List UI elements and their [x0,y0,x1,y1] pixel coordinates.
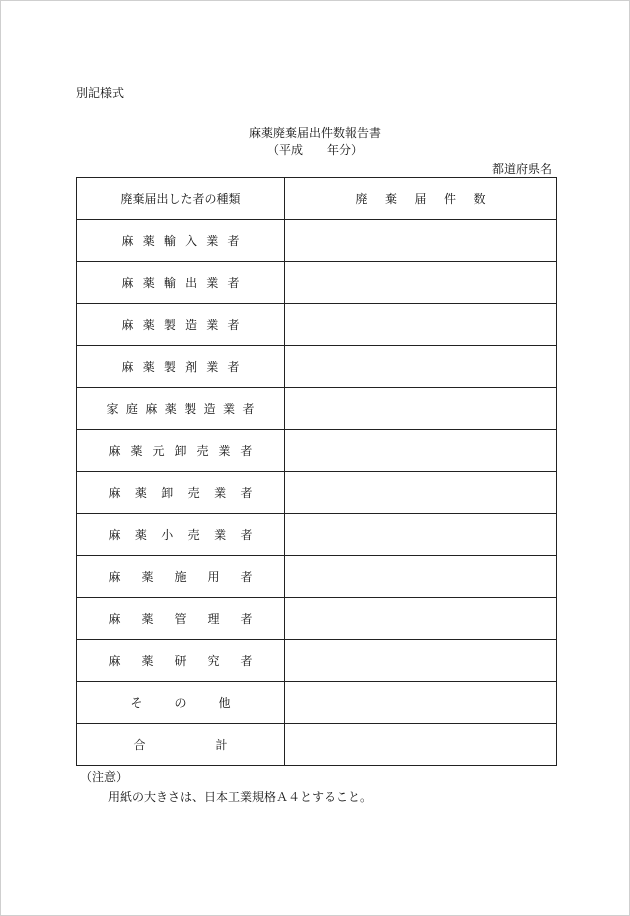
row-type [77,346,285,388]
row-count-cell[interactable] [285,514,557,556]
row-type-char: 業 [206,318,219,332]
row-count-cell[interactable] [285,304,557,346]
row-type-char: 麻 [108,528,121,542]
table-row [77,388,557,430]
row-type [77,640,285,682]
row-type-char: 麻 [121,360,134,374]
row-type-char: 小 [161,528,174,542]
row-type-char: 売 [196,444,209,458]
row-type-label [122,232,240,249]
header-count-char: 棄 [384,192,397,206]
row-type-char: 者 [240,612,253,626]
row-type-char: 業 [218,444,231,458]
row-type-label [109,610,253,627]
row-type [77,262,285,304]
header-type: 廃棄届出した者の種類 [77,178,285,220]
table-header-row [77,178,557,220]
row-type-char: 薬 [130,444,143,458]
table-row [77,682,557,724]
note-label: （注意） [80,770,129,784]
row-type-char: 麻 [145,402,158,416]
row-type [77,724,285,766]
row-type-char: そ [130,696,143,710]
row-type-char: 計 [215,738,228,752]
row-type-char: 薬 [142,318,155,332]
row-type-char: 管 [174,612,187,626]
row-type-char: 麻 [108,654,121,668]
row-type-label [134,736,228,753]
row-type-char: 者 [240,570,253,584]
row-type-char: 麻 [108,570,121,584]
row-type-char: 入 [185,234,198,248]
row-type-char: 麻 [121,318,134,332]
table-row [77,472,557,514]
page-title: 麻薬廃棄届出件数報告書 [248,126,381,140]
table-row [77,724,557,766]
table-row [77,514,557,556]
row-type-char: 薬 [164,402,177,416]
row-type-char: 造 [185,318,198,332]
row-type-char: 薬 [142,360,155,374]
row-type-char: 者 [240,528,253,542]
table-row [77,598,557,640]
row-type [77,682,285,724]
row-type-char: 薬 [142,234,155,248]
row-type-char: の [174,696,187,710]
row-count-cell[interactable] [285,430,557,472]
row-type [77,598,285,640]
row-type-char: 造 [203,402,216,416]
row-type-char: 者 [227,360,240,374]
table-row [77,640,557,682]
row-type-char: 薬 [141,654,154,668]
row-type-char: 者 [227,234,240,248]
row-type-char: 者 [227,318,240,332]
row-type-char: 合 [133,738,146,752]
row-type [77,472,285,514]
row-type-char: 家 [106,402,119,416]
header-count-char: 件 [443,192,456,206]
row-count-cell[interactable] [285,724,557,766]
row-type-label [109,568,253,585]
table-row [77,556,557,598]
row-type-char: 業 [206,360,219,374]
table-row [77,220,557,262]
row-type [77,388,285,430]
row-type-char: 製 [184,402,197,416]
row-type-char: 薬 [141,612,154,626]
row-type-char: 業 [214,528,227,542]
row-type-char: 麻 [108,612,121,626]
row-type-char: 業 [223,402,236,416]
row-type-char: 者 [227,276,240,290]
row-type-label [122,274,240,291]
row-type [77,430,285,472]
row-type-char: 業 [214,486,227,500]
header-count-text [356,190,486,207]
table-row [77,430,557,472]
row-type-char: 薬 [134,486,147,500]
note-text: 用紙の大きさは、日本工業規格Ａ４とすること。 [108,790,373,804]
row-type-label [107,400,255,417]
report-table [76,177,557,766]
row-type-char: 者 [240,486,253,500]
row-type-char: 麻 [108,486,121,500]
row-type [77,514,285,556]
row-type-label [131,694,231,711]
row-type-char: 麻 [108,444,121,458]
row-type-char: 薬 [142,276,155,290]
row-type-char: 輸 [163,234,176,248]
row-type-char: 者 [242,402,255,416]
form-label: 別記様式 [76,86,125,100]
header-count-char: 数 [473,192,486,206]
row-type-char: 出 [185,276,198,290]
row-type-char: 元 [152,444,165,458]
header-count-char: 届 [414,192,427,206]
page-subtitle: （平成 年分） [266,143,363,157]
row-type-char: 研 [174,654,187,668]
table-row [77,262,557,304]
row-type-char: 他 [218,696,231,710]
row-type-char: 者 [240,444,253,458]
row-type [77,220,285,262]
row-type-char: 薬 [141,570,154,584]
row-type-label [122,316,240,333]
row-type-label [109,526,253,543]
row-type-label [122,358,240,375]
row-type [77,304,285,346]
row-count-cell[interactable] [285,556,557,598]
row-count-cell[interactable] [285,388,557,430]
row-type-char: 業 [206,276,219,290]
row-type-char: 輸 [163,276,176,290]
row-type-label [109,442,253,459]
row-type-label [109,652,253,669]
row-type-char: 麻 [121,276,134,290]
row-type-char: 施 [174,570,187,584]
row-count-cell[interactable] [285,472,557,514]
row-count-cell[interactable] [285,598,557,640]
row-count-cell[interactable] [285,220,557,262]
header-count-char: 廃 [355,192,368,206]
row-type-label [109,484,253,501]
row-type-char: 者 [240,654,253,668]
row-count-cell[interactable] [285,346,557,388]
row-type-char: 薬 [134,528,147,542]
row-type-char: 究 [207,654,220,668]
row-count-cell[interactable] [285,640,557,682]
row-type-char: 用 [207,570,220,584]
row-type-char: 卸 [174,444,187,458]
prefecture-label: 都道府県名 [491,162,552,176]
row-type-char: 剤 [185,360,198,374]
row-type-char: 売 [187,486,200,500]
row-type-char: 庭 [125,402,138,416]
row-type-char: 製 [163,318,176,332]
row-type-char: 売 [187,528,200,542]
row-type-char: 製 [163,360,176,374]
row-type-char: 業 [206,234,219,248]
row-type-char: 理 [207,612,220,626]
table-row [77,346,557,388]
table-row [77,304,557,346]
row-type-char: 麻 [121,234,134,248]
row-count-cell[interactable] [285,682,557,724]
row-type [77,556,285,598]
row-type-char: 卸 [161,486,174,500]
row-count-cell[interactable] [285,262,557,304]
header-count [285,178,557,220]
